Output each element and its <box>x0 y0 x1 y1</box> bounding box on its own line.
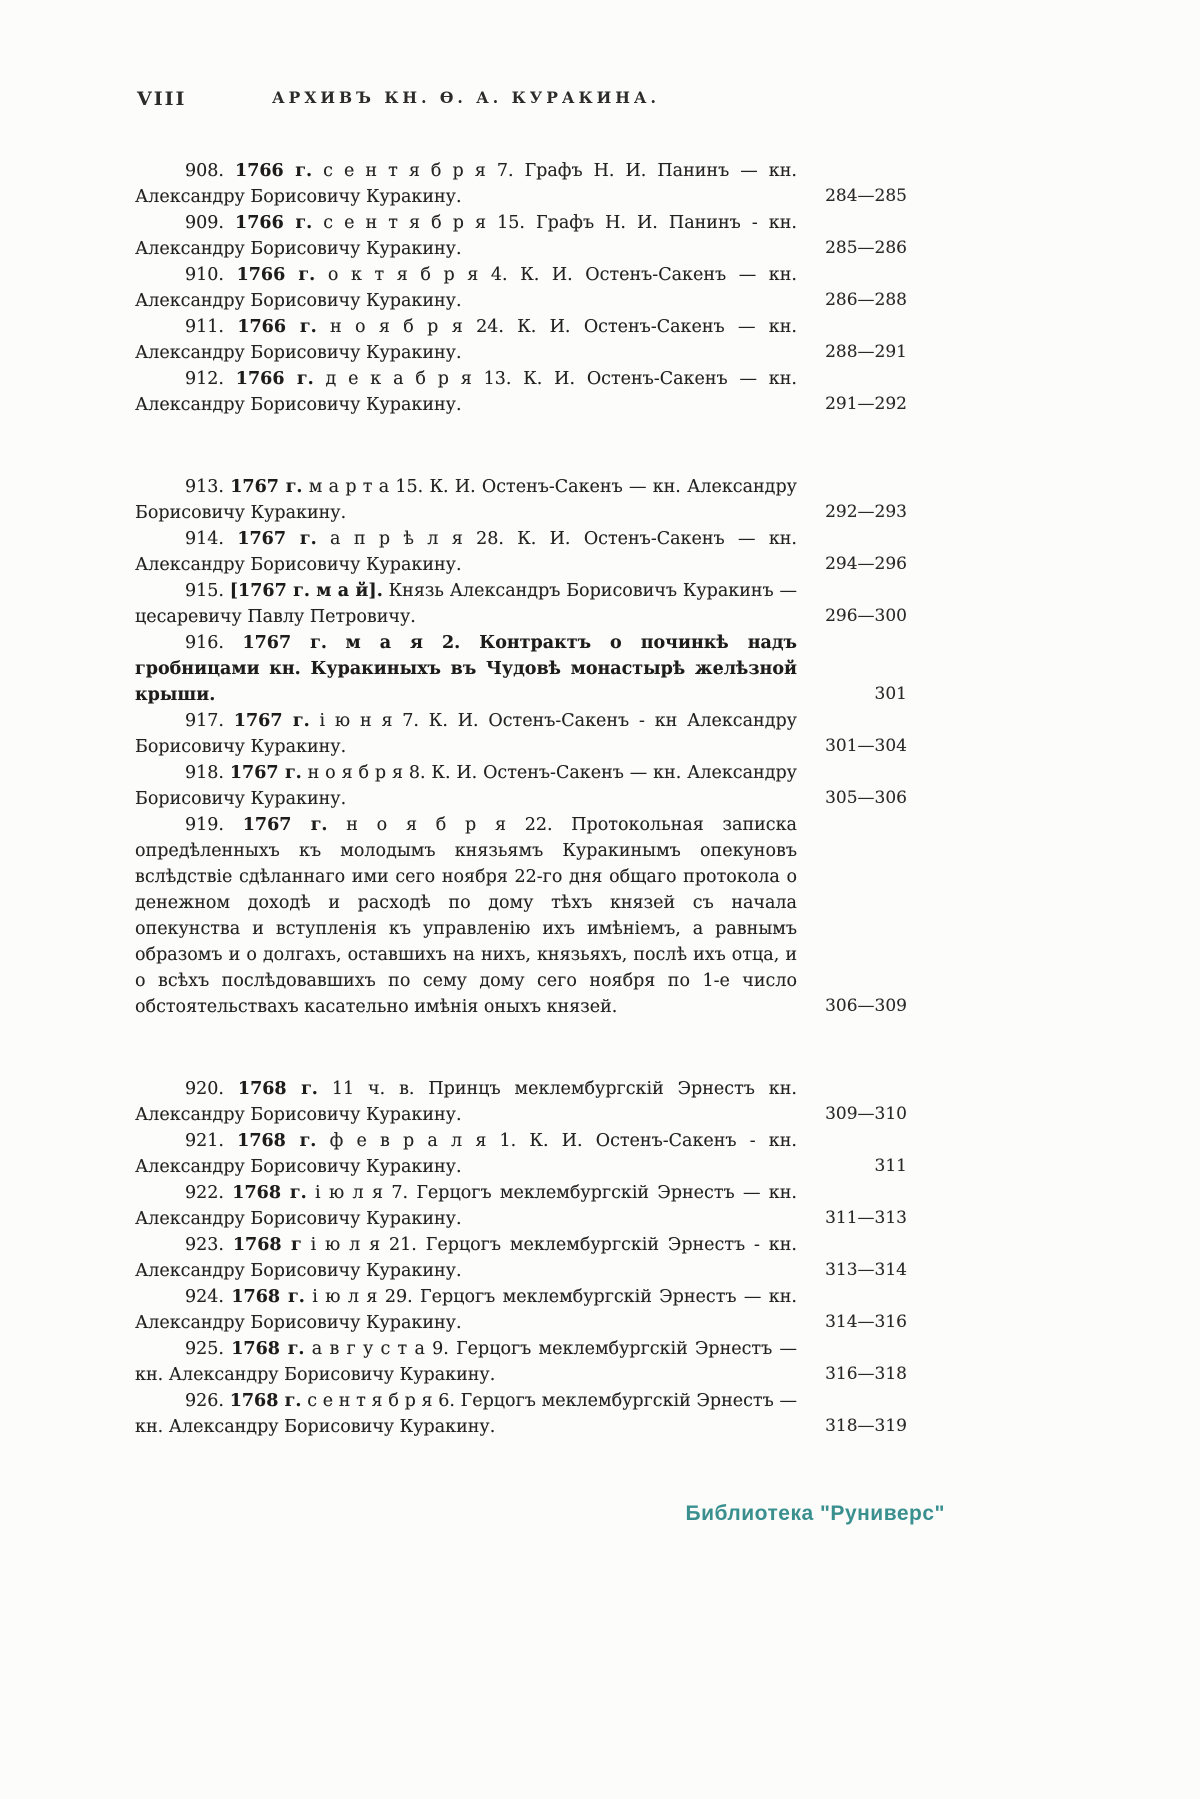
entry-body: с е н т я б р я 15. Графъ Н. И. Панинъ - кн. Александру Борисовичу Куракину. <box>135 213 797 259</box>
entry-number: 917. <box>185 711 224 731</box>
entry-date: 1767 г. <box>233 711 310 731</box>
entry-date: 1766 г. <box>236 265 316 285</box>
entry-body: 11 ч. в. Принцъ меклембургскій Эрнестъ кн. Александру Борисовичу Куракину. <box>135 1079 797 1125</box>
toc-entry <box>135 708 907 760</box>
entry-number: 921. <box>185 1131 224 1151</box>
entry-body: а в г у с т а 9. Герцогъ меклембургскій Эрнестъ — кн. Александру Борисовичу Куракину. <box>135 1339 797 1385</box>
entry-body: д е к а б р я 13. К. И. Остенъ-Сакенъ — кн. Александру Борисовичу Куракину. <box>135 369 797 415</box>
entry-group-1766 <box>135 158 907 418</box>
entry-body: і ю л я 29. Герцогъ меклембургскій Эрнестъ — кн. Александру Борисовичу Куракину. <box>135 1287 797 1333</box>
entry-text <box>135 708 797 760</box>
entry-number: 926. <box>185 1391 224 1411</box>
entry-body: о к т я б р я 4. К. И. Остенъ-Сакенъ — кн. Александру Борисовичу Куракину. <box>135 265 797 311</box>
entry-body: с е н т я б р я 7. Графъ Н. И. Панинъ — кн. Александру Борисовичу Куракину. <box>135 161 797 207</box>
entry-date: 1768 г <box>232 1235 302 1255</box>
entry-body: н о я б р я 22. Протокольная записка опредѣленныхъ къ молодымъ князьямъ Куракинымъ опекуновъ вслѣдствіе сдѣланнаго ими сего ноября 22-го дня общаго протокола о денежном доходѣ и расходѣ по дому тѣхъ князей съ начала опекунства и вступленія къ управленію ихъ имѣніемъ, а равнымъ образомъ и о долгахъ, оставшихъ на нихъ, князьяхъ, послѣ ихъ отца, и о всѣхъ послѣдовавшихъ по сему дому сего ноября по 1-е число обстоятельствахъ касательно имѣнія оныхъ князей. <box>135 815 797 1017</box>
entry-date: 1768 г. <box>231 1287 305 1307</box>
toc-entry <box>135 1128 907 1180</box>
entry-pages: 305—306 <box>825 788 907 808</box>
entry-body: а п р ѣ л я 28. К. И. Остенъ-Сакенъ — кн. Александру Борисовичу Куракину. <box>135 529 797 575</box>
entry-number: 922. <box>185 1183 224 1203</box>
entry-date: 1766 г. <box>235 213 313 233</box>
entry-pages: 292—293 <box>825 502 907 522</box>
entry-pages: 291—292 <box>825 394 907 414</box>
entry-text <box>135 630 797 708</box>
toc-entry <box>135 812 907 1020</box>
entry-pages: 294—296 <box>825 554 907 574</box>
toc-entry <box>135 578 907 630</box>
entry-date: 1767 г. <box>229 763 302 783</box>
entry-body: Князь Александръ Борисовичъ Куракинъ — цесаревичу Павлу Петровичу. <box>135 581 797 627</box>
entry-pages: 296—300 <box>825 606 907 626</box>
library-watermark: Библиотека "Руниверс" <box>685 1502 945 1525</box>
entry-pages: 316—318 <box>825 1364 907 1384</box>
entry-pages: 286—288 <box>825 290 907 310</box>
entry-pages: 311 <box>874 1156 907 1176</box>
entry-date: [1767 г. м а й]. <box>229 581 383 601</box>
page-content <box>135 88 907 1440</box>
entry-body: і ю л я 7. Герцогъ меклембургскій Эрнестъ — кн. Александру Борисовичу Куракину. <box>135 1183 797 1229</box>
entry-number: 915. <box>185 581 224 601</box>
entry-body: н о я б р я 24. К. И. Остенъ-Сакенъ — кн. Александру Борисовичу Куракину. <box>135 317 797 363</box>
toc-entry <box>135 760 907 812</box>
entry-date: 1768 г. <box>237 1079 318 1099</box>
toc-entry <box>135 1232 907 1284</box>
entry-date: 1766 г. <box>235 369 314 389</box>
toc-entry <box>135 1076 907 1128</box>
entry-number: 909. <box>185 213 224 233</box>
entry-date: 1767 г. <box>242 815 328 835</box>
folio-number: VIII <box>137 88 187 110</box>
toc-entry <box>135 1336 907 1388</box>
page-header <box>135 88 907 114</box>
entry-text <box>135 158 797 210</box>
toc-entry <box>135 210 907 262</box>
entry-date: 1767 г. <box>242 633 327 653</box>
entry-date: 1768 г. <box>229 1391 302 1411</box>
entry-text <box>135 366 797 418</box>
entry-pages: 301 <box>874 684 907 704</box>
entry-text <box>135 1180 797 1232</box>
entry-body: ф е в р а л я 1. К. И. Остенъ-Сакенъ - кн. Александру Борисовичу Куракину. <box>135 1131 797 1177</box>
entry-number: 911. <box>185 317 224 337</box>
entry-text <box>135 1232 797 1284</box>
entry-text <box>135 314 797 366</box>
entry-date: 1768 г. <box>237 1131 317 1151</box>
toc-entry <box>135 526 907 578</box>
entry-number: 924. <box>185 1287 224 1307</box>
entry-text <box>135 1076 797 1128</box>
entry-pages: 285—286 <box>825 238 907 258</box>
page-title: АРХИВЪ КН. Ѳ. А. КУРАКИНА. <box>272 88 660 107</box>
entry-text <box>135 1284 797 1336</box>
entry-date: 1767 г. <box>230 477 303 497</box>
entry-body: с е н т я б р я 6. Герцогъ меклембургскій Эрнестъ — кн. Александру Борисовичу Куракину. <box>135 1391 797 1437</box>
entry-pages: 284—285 <box>825 186 907 206</box>
entry-pages: 309—310 <box>825 1104 907 1124</box>
toc-entry <box>135 1284 907 1336</box>
entry-group-1768 <box>135 1076 907 1440</box>
entry-pages: 314—316 <box>825 1312 907 1332</box>
entry-text <box>135 1336 797 1388</box>
toc-entry <box>135 1180 907 1232</box>
toc-entry <box>135 262 907 314</box>
entry-date: 1767 г. <box>237 529 317 549</box>
entry-body: н о я б р я 8. К. И. Остенъ-Сакенъ — кн. Александру Борисовичу Куракину. <box>135 763 797 809</box>
entry-number: 908. <box>185 161 224 181</box>
entry-text <box>135 262 797 314</box>
toc-entry <box>135 158 907 210</box>
toc-entry <box>135 1388 907 1440</box>
entry-text <box>135 526 797 578</box>
toc-entry <box>135 314 907 366</box>
entry-number: 923. <box>185 1235 224 1255</box>
entry-text <box>135 1128 797 1180</box>
entry-text <box>135 578 797 630</box>
entry-date: 1768 г. <box>231 1339 305 1359</box>
entry-date: 1768 г. <box>232 1183 307 1203</box>
entry-number: 920. <box>185 1079 224 1099</box>
entry-text <box>135 1388 797 1440</box>
entry-group-1767 <box>135 474 907 1020</box>
entry-body: і ю л я 21. Герцогъ меклембургскій Эрнестъ - кн. Александру Борисовичу Куракину. <box>135 1235 797 1281</box>
entry-number: 925. <box>185 1339 224 1359</box>
entry-date: 1766 г. <box>235 161 313 181</box>
entry-number: 910. <box>185 265 224 285</box>
entry-number: 914. <box>185 529 224 549</box>
entry-number: 912. <box>185 369 224 389</box>
entry-number: 919. <box>185 815 224 835</box>
entry-text <box>135 812 797 1020</box>
entry-body: м а р т а 15. К. И. Остенъ-Сакенъ — кн. Александру Борисовичу Куракину. <box>135 477 797 523</box>
entry-pages: 301—304 <box>825 736 907 756</box>
entry-pages: 288—291 <box>825 342 907 362</box>
entry-pages: 311—313 <box>825 1208 907 1228</box>
entry-pages: 318—319 <box>825 1416 907 1436</box>
toc-entry <box>135 474 907 526</box>
entry-date: 1766 г. <box>237 317 317 337</box>
toc-entry <box>135 630 907 708</box>
entry-pages: 306—309 <box>825 996 907 1016</box>
entry-number: 916. <box>185 633 224 653</box>
entry-text <box>135 474 797 526</box>
entry-number: 918. <box>185 763 224 783</box>
entry-body: м а я 2. Контрактъ о починкѣ надъ гробницами кн. Куракиныхъ въ Чудовѣ монастырѣ желѣзной крыши. <box>135 633 797 705</box>
entry-pages: 313—314 <box>825 1260 907 1280</box>
toc-entry <box>135 366 907 418</box>
entry-text <box>135 210 797 262</box>
entry-text <box>135 760 797 812</box>
entry-number: 913. <box>185 477 224 497</box>
entry-body: і ю н я 7. К. И. Остенъ-Сакенъ - кн Александру Борисовичу Куракину. <box>135 711 797 757</box>
